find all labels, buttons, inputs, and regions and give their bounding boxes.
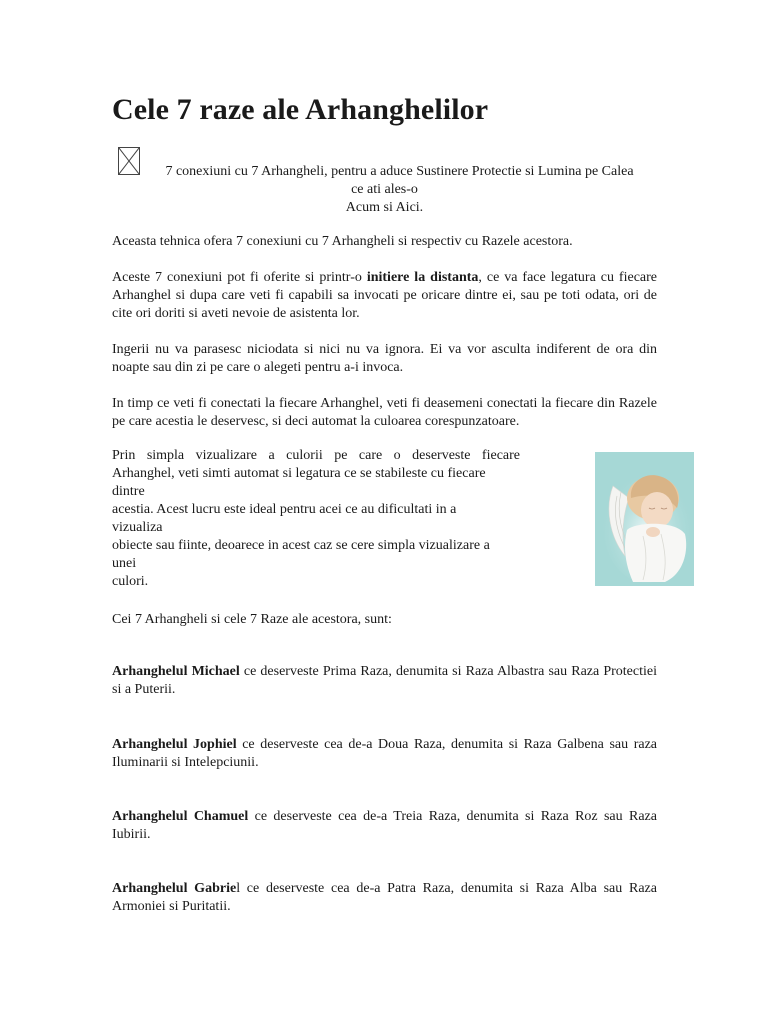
archangel-description: ce deserveste cea de-a Doua Raza, denumita si Raza Galbena sau raza Iluminarii si Intelepciunii. bbox=[112, 737, 657, 770]
paragraph-5-line: culori. bbox=[112, 574, 149, 589]
page-title: Cele 7 raze ale Arhanghelilor bbox=[112, 93, 489, 126]
archangel-description: ce deserveste Prima Raza, denumita si Raza Albastra sau Raza Protectiei si a Puterii. bbox=[112, 664, 657, 697]
paragraph-3: Ingerii nu va parasesc niciodata si nici nu va ignora. Ei va vor asculta indiferent de ora din noapte sau din zi pe care o alegeti pentru a-i invoca. bbox=[112, 342, 657, 375]
archangel-description: ce deserveste cea de-a Patra Raza, denumita si Raza Alba sau Raza Armoniei si Puritatii. bbox=[112, 881, 657, 914]
paragraph-1: Aceasta tehnica ofera 7 conexiuni cu 7 Arhangheli si respectiv cu Razele acestora. bbox=[112, 234, 573, 249]
paragraph-5-line: vizualiza bbox=[112, 520, 163, 535]
intro-line-3: Acum si Aici. bbox=[345, 200, 424, 215]
archangel-michael bbox=[112, 663, 657, 699]
intro-line-2: ce ati ales-o bbox=[351, 182, 418, 197]
paragraph-5 bbox=[112, 447, 520, 591]
archangel-name: Arhanghelul Gabrie bbox=[112, 881, 237, 896]
paragraph-2-text-b: , ce va face legatura cu fiecare Arhanghel si dupa care veti fi capabili sa invocati pe oricare dintre ei, sau pe toti odata, ori de cite ori doriti si aveti nevoie de asistenta lor. bbox=[112, 270, 657, 321]
paragraph-2 bbox=[112, 269, 657, 323]
paragraph-5-line: dintre bbox=[112, 484, 145, 499]
archangel-gabriel bbox=[112, 880, 657, 916]
intro-block bbox=[112, 163, 657, 217]
archangel-name: Arhanghelul Jophiel bbox=[112, 737, 237, 752]
paragraph-6: Cei 7 Arhangheli si cele 7 Raze ale acestora, sunt: bbox=[112, 612, 392, 627]
angel-image bbox=[595, 452, 694, 586]
archangel-description: ce deserveste cea de-a Treia Raza, denumita si Raza Roz sau Raza Iubirii. bbox=[112, 809, 657, 842]
paragraph-5-line: unei bbox=[112, 556, 137, 571]
paragraph-2-text-a: Aceste 7 conexiuni pot fi oferite si printr-o bbox=[112, 270, 367, 285]
paragraph-4: In timp ce veti fi conectati la fiecare Arhanghel, veti fi deasemeni conectati la fiecare din Razele pe care acestia le deservesc, si deci automat la culoarea corespunzatoare. bbox=[112, 396, 657, 429]
archangel-name: Arhanghelul Chamuel bbox=[112, 809, 249, 824]
paragraph-5-line: Prin simpla vizualizare a culorii pe care o deserveste fiecare bbox=[112, 448, 520, 463]
paragraph-2-bold: initiere la distanta bbox=[366, 270, 479, 285]
archangel-name: Arhanghelul Michael bbox=[112, 664, 240, 679]
archangel-jophiel bbox=[112, 736, 657, 772]
paragraph-5-line: Arhanghel, veti simti automat si legatura ce se stabileste cu fiecare bbox=[112, 466, 486, 481]
archangel-chamuel bbox=[112, 808, 657, 844]
paragraph-5-line: obiecte sau fiinte, deoarece in acest caz se cere simpla vizualizare a bbox=[112, 538, 490, 553]
archangel-name-tail: l bbox=[236, 881, 241, 896]
intro-line-1: 7 conexiuni cu 7 Arhangheli, pentru a aduce Sustinere Protectie si Lumina pe Calea bbox=[165, 164, 634, 179]
paragraph-5-line: acestia. Acest lucru este ideal pentru acei ce au dificultati in a bbox=[112, 502, 457, 517]
